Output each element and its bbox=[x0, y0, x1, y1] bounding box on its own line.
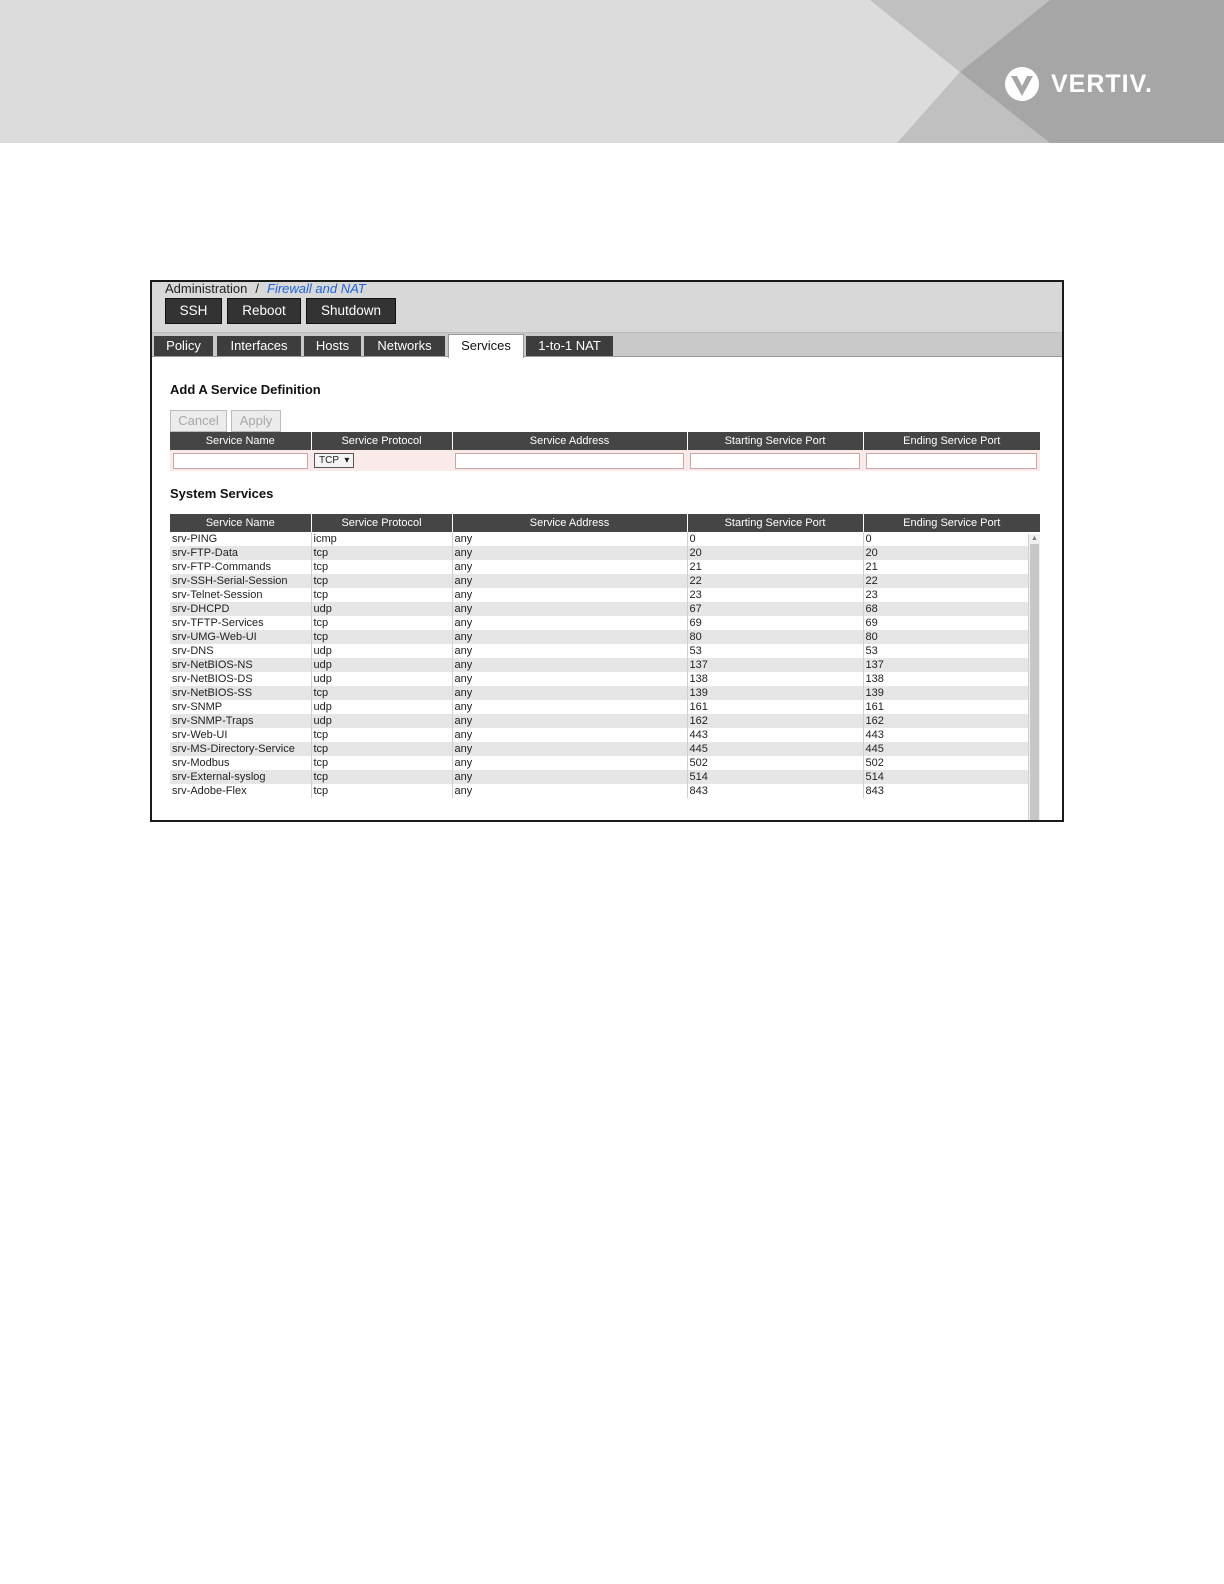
cell-service-address: any bbox=[452, 574, 687, 588]
cell-starting-port: 53 bbox=[687, 644, 863, 658]
tab-policy[interactable]: Policy bbox=[154, 336, 213, 356]
cell-starting-port: 138 bbox=[687, 672, 863, 686]
breadcrumb-root[interactable]: Administration bbox=[165, 281, 248, 296]
service-name-input[interactable] bbox=[173, 453, 308, 469]
cell-service-protocol: icmp bbox=[311, 532, 452, 546]
system-services-body bbox=[170, 532, 1040, 798]
cell-service-protocol: udp bbox=[311, 602, 452, 616]
cell-service-protocol: tcp bbox=[311, 756, 452, 770]
cell-starting-port: 139 bbox=[687, 686, 863, 700]
cell-service-protocol: udp bbox=[311, 658, 452, 672]
cell-ending-port: 445 bbox=[863, 742, 1040, 756]
cell-service-protocol: udp bbox=[311, 644, 452, 658]
cell-service-name: srv-FTP-Data bbox=[170, 546, 311, 560]
cancel-button[interactable]: Cancel bbox=[170, 410, 227, 432]
cell-service-address: any bbox=[452, 644, 687, 658]
cell-service-address: any bbox=[452, 714, 687, 728]
cell-service-protocol: udp bbox=[311, 672, 452, 686]
cell-service-name: srv-SSH-Serial-Session bbox=[170, 574, 311, 588]
table-row[interactable] bbox=[170, 616, 1040, 630]
table-row[interactable] bbox=[170, 588, 1040, 602]
cell-ending-port: 21 bbox=[863, 560, 1040, 574]
cell-service-name: srv-SNMP bbox=[170, 700, 311, 714]
table-row[interactable] bbox=[170, 784, 1040, 798]
cell-ending-port: 161 bbox=[863, 700, 1040, 714]
table-row[interactable] bbox=[170, 560, 1040, 574]
cell-ending-port: 514 bbox=[863, 770, 1040, 784]
cell-ending-port: 443 bbox=[863, 728, 1040, 742]
scroll-thumb[interactable] bbox=[1030, 544, 1039, 820]
add-service-table bbox=[170, 432, 1040, 471]
col-starting-port: Starting Service Port bbox=[687, 432, 863, 450]
chevron-down-icon: ▾ bbox=[341, 455, 350, 466]
cell-service-address: any bbox=[452, 616, 687, 630]
cell-service-name: srv-PING bbox=[170, 532, 311, 546]
reboot-button[interactable]: Reboot bbox=[227, 298, 301, 324]
table-row[interactable] bbox=[170, 714, 1040, 728]
tab-bar bbox=[152, 333, 1062, 357]
cell-starting-port: 21 bbox=[687, 560, 863, 574]
cell-service-name: srv-DNS bbox=[170, 644, 311, 658]
table-row[interactable] bbox=[170, 728, 1040, 742]
cell-starting-port: 80 bbox=[687, 630, 863, 644]
table-row[interactable] bbox=[170, 742, 1040, 756]
col-ending-port: Ending Service Port bbox=[863, 514, 1040, 532]
cell-service-address: any bbox=[452, 770, 687, 784]
col-ending-port: Ending Service Port bbox=[863, 432, 1040, 450]
breadcrumb bbox=[165, 282, 366, 296]
shutdown-button[interactable]: Shutdown bbox=[306, 298, 396, 324]
cell-service-protocol: tcp bbox=[311, 728, 452, 742]
cell-starting-port: 161 bbox=[687, 700, 863, 714]
tab-hosts[interactable]: Hosts bbox=[304, 336, 361, 356]
cell-service-address: any bbox=[452, 672, 687, 686]
protocol-value: TCP bbox=[319, 455, 339, 466]
cell-starting-port: 162 bbox=[687, 714, 863, 728]
col-service-address: Service Address bbox=[452, 432, 687, 450]
col-service-name: Service Name bbox=[170, 514, 311, 532]
col-service-name: Service Name bbox=[170, 432, 311, 450]
firewall-nat-screenshot bbox=[150, 280, 1064, 822]
cell-service-name: srv-UMG-Web-UI bbox=[170, 630, 311, 644]
apply-button[interactable]: Apply bbox=[231, 410, 281, 432]
cell-service-address: any bbox=[452, 686, 687, 700]
tab-1-to-1-nat[interactable]: 1-to-1 NAT bbox=[526, 336, 613, 356]
cell-ending-port: 139 bbox=[863, 686, 1040, 700]
cell-service-protocol: tcp bbox=[311, 770, 452, 784]
cell-service-name: srv-NetBIOS-DS bbox=[170, 672, 311, 686]
scroll-up-arrow-icon[interactable]: ▲ bbox=[1031, 535, 1038, 542]
cell-service-name: srv-FTP-Commands bbox=[170, 560, 311, 574]
cell-starting-port: 843 bbox=[687, 784, 863, 798]
service-address-input[interactable] bbox=[455, 453, 684, 469]
table-row[interactable] bbox=[170, 700, 1040, 714]
cell-service-address: any bbox=[452, 588, 687, 602]
cell-service-address: any bbox=[452, 630, 687, 644]
cell-service-protocol: tcp bbox=[311, 784, 452, 798]
breadcrumb-separator: / bbox=[255, 281, 259, 296]
cell-service-address: any bbox=[452, 742, 687, 756]
cell-ending-port: 68 bbox=[863, 602, 1040, 616]
cell-service-address: any bbox=[452, 546, 687, 560]
col-service-address: Service Address bbox=[452, 514, 687, 532]
cell-ending-port: 22 bbox=[863, 574, 1040, 588]
cell-service-address: any bbox=[452, 728, 687, 742]
cell-service-protocol: tcp bbox=[311, 616, 452, 630]
cell-starting-port: 502 bbox=[687, 756, 863, 770]
cell-starting-port: 22 bbox=[687, 574, 863, 588]
cell-starting-port: 67 bbox=[687, 602, 863, 616]
table-row[interactable] bbox=[170, 686, 1040, 700]
cell-service-protocol: udp bbox=[311, 714, 452, 728]
cell-service-protocol: tcp bbox=[311, 588, 452, 602]
cell-service-address: any bbox=[452, 602, 687, 616]
cell-service-name: srv-DHCPD bbox=[170, 602, 311, 616]
cell-service-address: any bbox=[452, 756, 687, 770]
cell-service-name: srv-External-syslog bbox=[170, 770, 311, 784]
cell-ending-port: 53 bbox=[863, 644, 1040, 658]
tab-interfaces[interactable]: Interfaces bbox=[217, 336, 301, 356]
cell-service-protocol: tcp bbox=[311, 574, 452, 588]
document-header-banner bbox=[0, 0, 1224, 143]
cell-ending-port: 137 bbox=[863, 658, 1040, 672]
system-services-table bbox=[170, 514, 1040, 798]
table-row[interactable] bbox=[170, 602, 1040, 616]
cell-service-name: srv-Telnet-Session bbox=[170, 588, 311, 602]
cell-starting-port: 23 bbox=[687, 588, 863, 602]
cell-service-address: any bbox=[452, 560, 687, 574]
table-row[interactable] bbox=[170, 532, 1040, 546]
cell-starting-port: 0 bbox=[687, 532, 863, 546]
cell-service-protocol: tcp bbox=[311, 630, 452, 644]
cell-starting-port: 514 bbox=[687, 770, 863, 784]
cell-service-protocol: tcp bbox=[311, 560, 452, 574]
table-row[interactable] bbox=[170, 546, 1040, 560]
table-row[interactable] bbox=[170, 770, 1040, 784]
cell-starting-port: 20 bbox=[687, 546, 863, 560]
cell-ending-port: 162 bbox=[863, 714, 1040, 728]
ending-port-input[interactable] bbox=[866, 453, 1037, 469]
cell-ending-port: 0 bbox=[863, 532, 1040, 546]
cell-service-address: any bbox=[452, 784, 687, 798]
cell-starting-port: 445 bbox=[687, 742, 863, 756]
add-service-title: Add A Service Definition bbox=[170, 382, 321, 397]
cell-ending-port: 20 bbox=[863, 546, 1040, 560]
cell-ending-port: 843 bbox=[863, 784, 1040, 798]
cell-ending-port: 80 bbox=[863, 630, 1040, 644]
cell-ending-port: 23 bbox=[863, 588, 1040, 602]
cell-service-protocol: udp bbox=[311, 700, 452, 714]
cell-service-name: srv-NetBIOS-SS bbox=[170, 686, 311, 700]
vertiv-logo bbox=[1003, 66, 1153, 102]
col-starting-port: Starting Service Port bbox=[687, 514, 863, 532]
tab-services[interactable]: Services bbox=[448, 334, 524, 358]
table-row[interactable] bbox=[170, 644, 1040, 658]
top-bar bbox=[152, 282, 1062, 333]
cell-service-protocol: tcp bbox=[311, 686, 452, 700]
tab-networks[interactable]: Networks bbox=[364, 336, 445, 356]
cell-service-name: srv-Adobe-Flex bbox=[170, 784, 311, 798]
cell-service-name: srv-Modbus bbox=[170, 756, 311, 770]
cell-service-protocol: tcp bbox=[311, 742, 452, 756]
cell-service-address: any bbox=[452, 658, 687, 672]
cell-ending-port: 138 bbox=[863, 672, 1040, 686]
table-scrollbar[interactable] bbox=[1028, 534, 1040, 820]
logo-text: VERTIV. bbox=[1051, 69, 1153, 98]
cell-service-name: srv-NetBIOS-NS bbox=[170, 658, 311, 672]
ssh-button[interactable]: SSH bbox=[165, 298, 222, 324]
cell-service-name: srv-Web-UI bbox=[170, 728, 311, 742]
table-row[interactable] bbox=[170, 672, 1040, 686]
cell-service-name: srv-TFTP-Services bbox=[170, 616, 311, 630]
system-services-title: System Services bbox=[170, 486, 274, 501]
cell-service-address: any bbox=[452, 532, 687, 546]
col-service-protocol: Service Protocol bbox=[311, 432, 452, 450]
cell-service-address: any bbox=[452, 700, 687, 714]
service-protocol-select[interactable] bbox=[314, 453, 354, 468]
cell-starting-port: 443 bbox=[687, 728, 863, 742]
table-row[interactable] bbox=[170, 574, 1040, 588]
cell-starting-port: 137 bbox=[687, 658, 863, 672]
table-row[interactable] bbox=[170, 658, 1040, 672]
breadcrumb-current[interactable]: Firewall and NAT bbox=[267, 281, 366, 296]
cell-ending-port: 69 bbox=[863, 616, 1040, 630]
starting-port-input[interactable] bbox=[690, 453, 860, 469]
cell-starting-port: 69 bbox=[687, 616, 863, 630]
cell-service-name: srv-SNMP-Traps bbox=[170, 714, 311, 728]
col-service-protocol: Service Protocol bbox=[311, 514, 452, 532]
cell-service-protocol: tcp bbox=[311, 546, 452, 560]
table-row[interactable] bbox=[170, 630, 1040, 644]
cell-ending-port: 502 bbox=[863, 756, 1040, 770]
table-row[interactable] bbox=[170, 756, 1040, 770]
vertiv-chevron-icon bbox=[1003, 66, 1041, 102]
cell-service-name: srv-MS-Directory-Service bbox=[170, 742, 311, 756]
